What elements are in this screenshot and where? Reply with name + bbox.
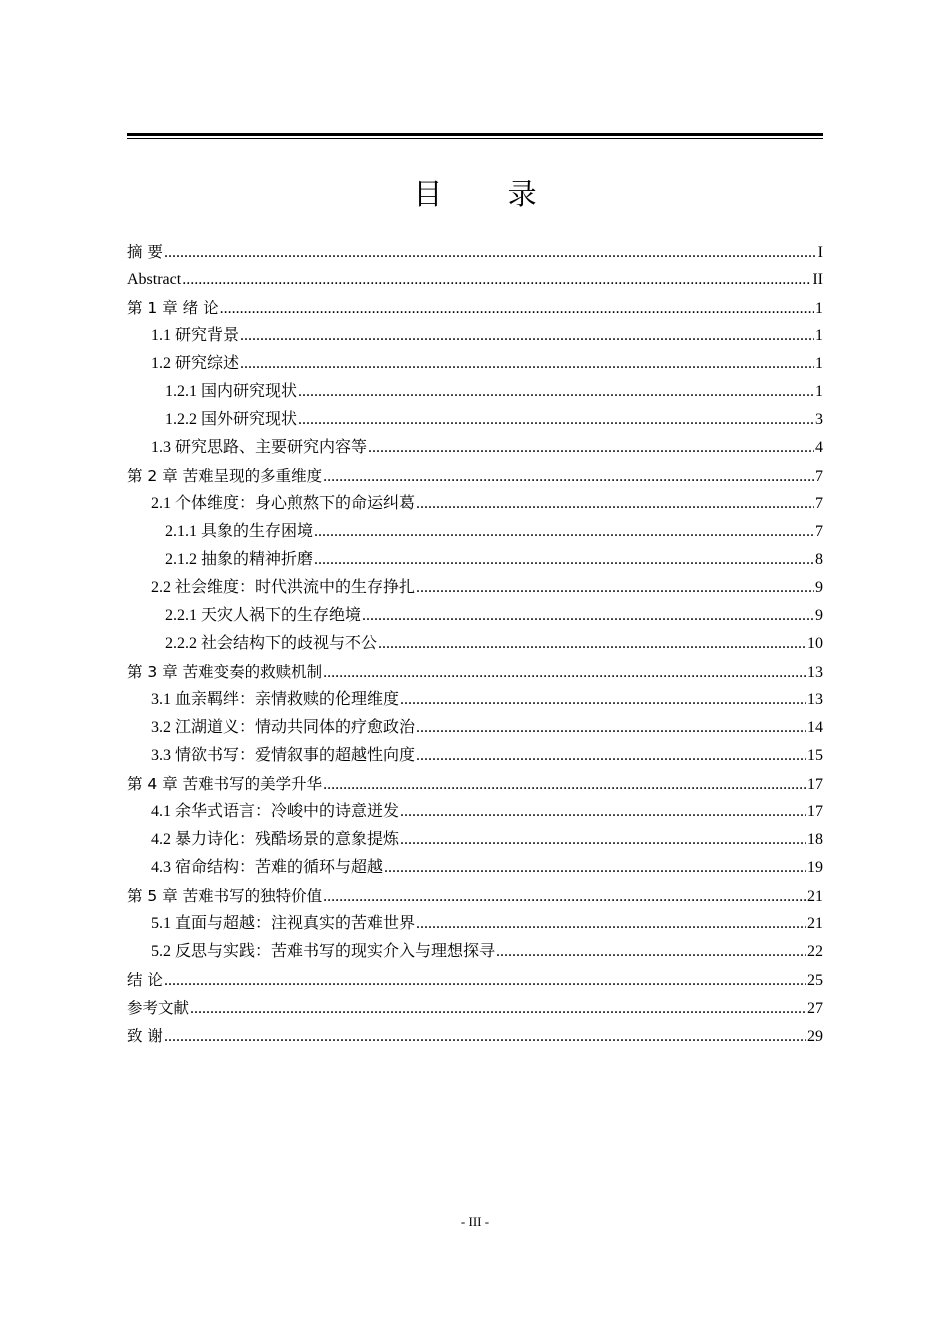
toc-entry-page-number: 3 xyxy=(815,411,823,428)
toc-entry[interactable] xyxy=(127,378,823,406)
toc-entry-title: 致 谢 xyxy=(127,1027,163,1045)
dot-leader xyxy=(298,378,814,406)
toc-entry[interactable] xyxy=(127,434,823,462)
toc-entry-page-number: 1 xyxy=(815,383,823,400)
dot-leader xyxy=(164,967,806,995)
toc-entry[interactable] xyxy=(127,406,823,434)
toc-entry[interactable] xyxy=(127,714,823,742)
toc-entry-title: 第 1 章 绪 论 xyxy=(127,299,219,317)
toc-entry[interactable] xyxy=(127,462,823,490)
dot-leader xyxy=(362,602,814,630)
toc-entry[interactable] xyxy=(127,826,823,854)
toc-entry-title: 结 论 xyxy=(127,971,163,989)
toc-entry-title: 第 2 章 苦难呈现的多重维度 xyxy=(127,467,323,485)
toc-entry[interactable] xyxy=(127,658,823,686)
toc-entry-title: 3.1 血亲羁绊：亲情救赎的伦理维度 xyxy=(151,691,400,708)
toc-entry-page-number: 1 xyxy=(815,300,823,317)
toc-entry-title: 4.3 宿命结构：苦难的循环与超越 xyxy=(151,859,384,876)
toc-entry[interactable] xyxy=(127,238,823,266)
toc-entry[interactable] xyxy=(127,994,823,1022)
dot-leader xyxy=(164,239,817,267)
toc-entry-title: 摘 要 xyxy=(127,243,163,261)
dot-leader xyxy=(323,659,806,687)
toc-entry-title: 3.3 情欲书写：爱情叙事的超越性向度 xyxy=(151,747,416,764)
toc-entry[interactable] xyxy=(127,798,823,826)
toc-entry-title: 1.2 研究综述 xyxy=(151,355,240,372)
dot-leader xyxy=(416,714,806,742)
toc-entry-title: 1.2.2 国外研究现状 xyxy=(165,411,298,428)
toc-entry-page-number: 17 xyxy=(807,776,823,793)
toc-entry-title: 1.2.1 国内研究现状 xyxy=(165,383,298,400)
toc-entry-title: 2.2.1 天灾人祸下的生存绝境 xyxy=(165,607,362,624)
dot-leader xyxy=(400,798,806,826)
dot-leader xyxy=(378,630,806,658)
toc-entry[interactable] xyxy=(127,1022,823,1050)
toc-entry[interactable] xyxy=(127,910,823,938)
toc-entry[interactable] xyxy=(127,770,823,798)
toc-entry-title: 第 5 章 苦难书写的独特价值 xyxy=(127,887,323,905)
toc-entry-title: 2.2.2 社会结构下的歧视与不公 xyxy=(165,635,378,652)
dot-leader xyxy=(384,854,806,882)
toc-entry-title: 1.3 研究思路、主要研究内容等 xyxy=(151,439,368,456)
dot-leader xyxy=(416,910,806,938)
dot-leader xyxy=(323,463,814,491)
toc-entry-page-number: 22 xyxy=(807,943,823,960)
toc-entry[interactable] xyxy=(127,882,823,910)
dot-leader xyxy=(240,350,814,378)
dot-leader xyxy=(298,406,814,434)
dot-leader xyxy=(416,742,806,770)
toc-entry-page-number: 17 xyxy=(807,803,823,820)
toc-entry-page-number: 1 xyxy=(815,355,823,372)
toc-entry-page-number: 14 xyxy=(807,719,823,736)
dot-leader xyxy=(220,295,814,323)
dot-leader xyxy=(190,995,806,1023)
toc-entry-title: 4.1 余华式语言：冷峻中的诗意迸发 xyxy=(151,803,400,820)
toc-entry[interactable] xyxy=(127,294,823,322)
toc-entry-title: 5.1 直面与超越：注视真实的苦难世界 xyxy=(151,915,416,932)
dot-leader xyxy=(323,771,806,799)
toc-entry[interactable] xyxy=(127,546,823,574)
toc-entry[interactable] xyxy=(127,938,823,966)
toc-entry-title: 5.2 反思与实践：苦难书写的现实介入与理想探寻 xyxy=(151,943,496,960)
toc-entry-title: 2.1 个体维度：身心煎熬下的命运纠葛 xyxy=(151,495,416,512)
toc-entry[interactable] xyxy=(127,266,823,294)
toc-entry[interactable] xyxy=(127,518,823,546)
toc-entry-title: 第 4 章 苦难书写的美学升华 xyxy=(127,775,323,793)
toc-entry-page-number: 13 xyxy=(807,664,823,681)
toc-entry-page-number: 10 xyxy=(807,635,823,652)
toc-entry-page-number: 21 xyxy=(807,915,823,932)
header-double-rule xyxy=(127,133,823,139)
toc-entry[interactable] xyxy=(127,602,823,630)
toc-entry-title: 2.1.1 具象的生存困境 xyxy=(165,523,314,540)
toc-entry-page-number: 18 xyxy=(807,831,823,848)
toc-entry-title: 第 3 章 苦难变奏的救赎机制 xyxy=(127,663,323,681)
dot-leader xyxy=(416,574,814,602)
toc-entry-page-number: 29 xyxy=(807,1028,823,1045)
toc-entry-page-number: I xyxy=(817,244,823,261)
toc-entry-title: Abstract xyxy=(127,271,182,288)
toc-entry-page-number: 7 xyxy=(815,495,823,512)
toc-entry-page-number: 1 xyxy=(815,327,823,344)
toc-entry-page-number: 4 xyxy=(815,439,823,456)
toc-entry-title: 4.2 暴力诗化：残酷场景的意象提炼 xyxy=(151,831,400,848)
toc-entry-title: 参考文献 xyxy=(127,999,190,1017)
toc-entry-page-number: 19 xyxy=(807,859,823,876)
dot-leader xyxy=(368,434,814,462)
toc-entry-page-number: 25 xyxy=(807,972,823,989)
toc-entry[interactable] xyxy=(127,574,823,602)
toc-entry-page-number: II xyxy=(812,271,823,288)
toc-entry[interactable] xyxy=(127,742,823,770)
dot-leader xyxy=(400,686,806,714)
toc-entry[interactable] xyxy=(127,966,823,994)
dot-leader xyxy=(314,518,814,546)
toc-entry[interactable] xyxy=(127,350,823,378)
toc-entry-page-number: 9 xyxy=(815,607,823,624)
dot-leader xyxy=(314,546,814,574)
toc-entry-title: 1.1 研究背景 xyxy=(151,327,240,344)
table-of-contents xyxy=(127,238,823,1050)
dot-leader xyxy=(416,490,814,518)
toc-entry-title: 2.2 社会维度：时代洪流中的生存挣扎 xyxy=(151,579,416,596)
dot-leader xyxy=(323,883,806,911)
dot-leader xyxy=(182,266,811,294)
toc-entry-page-number: 27 xyxy=(807,1000,823,1017)
toc-entry-title: 3.2 江湖道义：情动共同体的疗愈政治 xyxy=(151,719,416,736)
toc-entry-page-number: 7 xyxy=(815,468,823,485)
toc-entry[interactable] xyxy=(127,322,823,350)
toc-entry-page-number: 13 xyxy=(807,691,823,708)
toc-entry-page-number: 7 xyxy=(815,523,823,540)
toc-entry[interactable] xyxy=(127,686,823,714)
dot-leader xyxy=(164,1023,806,1051)
toc-entry[interactable] xyxy=(127,854,823,882)
toc-entry-page-number: 9 xyxy=(815,579,823,596)
toc-entry-page-number: 21 xyxy=(807,888,823,905)
toc-entry-page-number: 8 xyxy=(815,551,823,568)
page-number-footer: - III - xyxy=(460,1214,490,1229)
dot-leader xyxy=(496,938,806,966)
toc-entry[interactable] xyxy=(127,630,823,658)
toc-entry[interactable] xyxy=(127,490,823,518)
dot-leader xyxy=(400,826,806,854)
dot-leader xyxy=(240,322,814,350)
toc-entry-page-number: 15 xyxy=(807,747,823,764)
toc-title: 目 录 xyxy=(413,177,565,211)
toc-entry-title: 2.1.2 抽象的精神折磨 xyxy=(165,551,314,568)
